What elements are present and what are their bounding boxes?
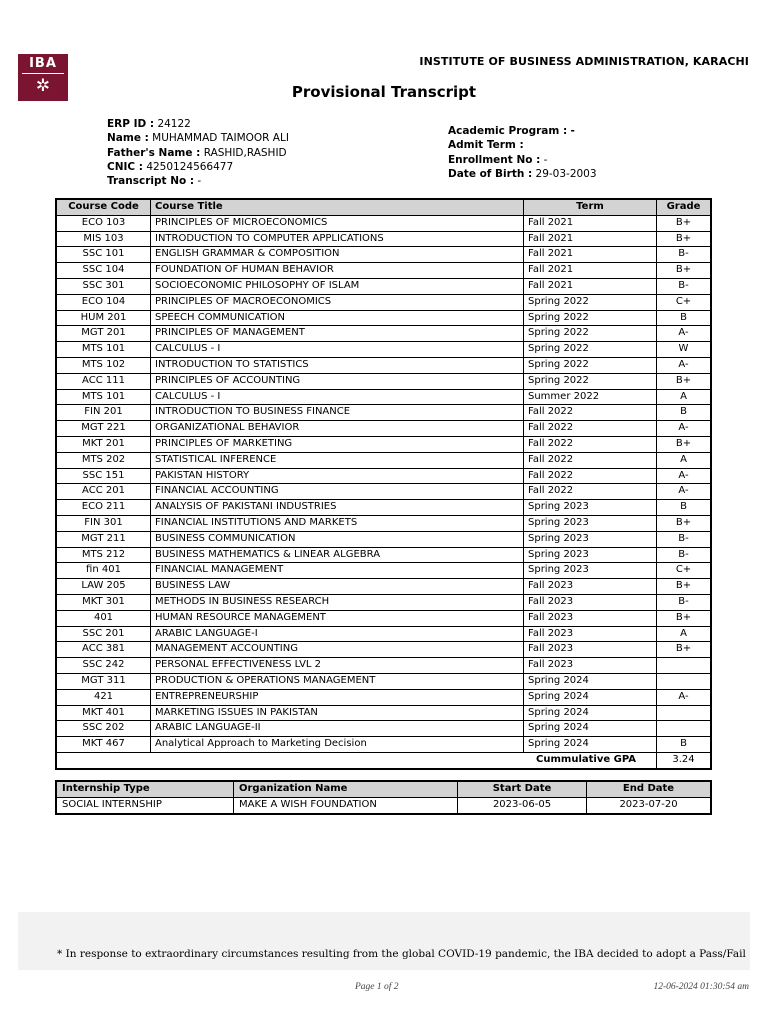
course-title: BUSINESS LAW: [151, 579, 524, 595]
course-term: Fall 2022: [524, 436, 657, 452]
cnic-value: 4250124566477: [146, 160, 234, 173]
course-term: Spring 2023: [524, 547, 657, 563]
dob-value: 29-03-2003: [535, 167, 597, 180]
course-grade: B-: [657, 278, 712, 294]
course-grade: A-: [657, 326, 712, 342]
course-title: SPEECH COMMUNICATION: [151, 310, 524, 326]
course-term: Fall 2022: [524, 484, 657, 500]
transcript-value: -: [197, 175, 202, 188]
cnic-row: [107, 160, 289, 174]
course-title: PRINCIPLES OF MACROECONOMICS: [151, 294, 524, 310]
internship-body: [56, 797, 711, 813]
course-code: MTS 212: [56, 547, 151, 563]
course-title: STATISTICAL INFERENCE: [151, 452, 524, 468]
course-code: ECO 211: [56, 500, 151, 516]
course-row: [56, 231, 711, 247]
header-end-date: End Date: [587, 781, 712, 797]
course-row: [56, 626, 711, 642]
student-info: [107, 117, 289, 188]
course-row: [56, 342, 711, 358]
course-code: MKT 201: [56, 436, 151, 452]
end-date: 2023-07-20: [587, 797, 712, 813]
course-grade: A-: [657, 468, 712, 484]
course-title: ENGLISH GRAMMAR & COMPOSITION: [151, 247, 524, 263]
course-title: CALCULUS - I: [151, 342, 524, 358]
course-row: [56, 705, 711, 721]
course-grade: B+: [657, 610, 712, 626]
course-row: [56, 515, 711, 531]
course-grade: B+: [657, 515, 712, 531]
course-code: SSC 301: [56, 278, 151, 294]
course-code: MKT 467: [56, 737, 151, 753]
erp-value: 24122: [157, 118, 191, 130]
course-row: [56, 658, 711, 674]
course-row: [56, 721, 711, 737]
name-label: Name :: [107, 132, 149, 145]
course-grade: B+: [657, 263, 712, 279]
enroll-label: Enrollment No :: [448, 153, 541, 166]
course-grade: [657, 658, 712, 674]
cnic-label: CNIC :: [107, 160, 143, 173]
gpa-row: [56, 752, 711, 768]
course-title: BUSINESS COMMUNICATION: [151, 531, 524, 547]
institute-name: INSTITUTE OF BUSINESS ADMINISTRATION, KARACHI: [419, 55, 749, 68]
course-code: MTS 202: [56, 452, 151, 468]
course-grade: C+: [657, 294, 712, 310]
course-grade: A: [657, 389, 712, 405]
course-title: INTRODUCTION TO COMPUTER APPLICATIONS: [151, 231, 524, 247]
course-title: ENTREPRENEURSHIP: [151, 689, 524, 705]
courses-body: [56, 215, 711, 752]
course-code: MKT 401: [56, 705, 151, 721]
name-value: MUHAMMAD TAIMOOR ALI: [152, 132, 289, 145]
course-term: Spring 2024: [524, 673, 657, 689]
course-code: MGT 201: [56, 326, 151, 342]
course-grade: [657, 705, 712, 721]
course-grade: C+: [657, 563, 712, 579]
course-row: [56, 737, 711, 753]
course-term: Spring 2022: [524, 342, 657, 358]
course-grade: B+: [657, 215, 712, 231]
course-grade: W: [657, 342, 712, 358]
course-grade: A: [657, 452, 712, 468]
course-grade: A-: [657, 484, 712, 500]
course-title: MARKETING ISSUES IN PAKISTAN: [151, 705, 524, 721]
course-title: FINANCIAL MANAGEMENT: [151, 563, 524, 579]
course-code: MTS 101: [56, 389, 151, 405]
gpa-value: 3.24: [657, 752, 712, 768]
course-code: MTS 102: [56, 357, 151, 373]
course-code: FIN 201: [56, 405, 151, 421]
course-row: [56, 468, 711, 484]
program-value: -: [570, 125, 575, 137]
course-term: Spring 2024: [524, 721, 657, 737]
course-code: ECO 103: [56, 215, 151, 231]
course-grade: A-: [657, 421, 712, 437]
course-term: Spring 2023: [524, 515, 657, 531]
internship-header-row: [56, 781, 711, 797]
course-title: MANAGEMENT ACCOUNTING: [151, 642, 524, 658]
course-title: ANALYSIS OF PAKISTANI INDUSTRIES: [151, 500, 524, 516]
gpa-label: Cummulative GPA: [56, 752, 657, 768]
course-grade: A-: [657, 689, 712, 705]
course-title: METHODS IN BUSINESS RESEARCH: [151, 594, 524, 610]
header-grade: Grade: [657, 199, 712, 215]
erp-label: ERP ID :: [107, 118, 155, 130]
course-grade: A: [657, 626, 712, 642]
course-title: ARABIC LANGUAGE-II: [151, 721, 524, 737]
course-term: Spring 2024: [524, 689, 657, 705]
course-title: FINANCIAL ACCOUNTING: [151, 484, 524, 500]
name-row: [107, 131, 289, 145]
course-term: Fall 2023: [524, 658, 657, 674]
course-title: INTRODUCTION TO STATISTICS: [151, 357, 524, 373]
course-term: Spring 2024: [524, 737, 657, 753]
course-code: MGT 311: [56, 673, 151, 689]
course-row: [56, 263, 711, 279]
header-internship-type: Internship Type: [56, 781, 234, 797]
course-row: [56, 215, 711, 231]
course-grade: B-: [657, 594, 712, 610]
course-code: ECO 104: [56, 294, 151, 310]
course-grade: B: [657, 405, 712, 421]
course-term: Fall 2022: [524, 405, 657, 421]
course-code: SSC 104: [56, 263, 151, 279]
course-grade: B: [657, 737, 712, 753]
dob-row: [448, 167, 597, 181]
logo-text: IBA: [29, 56, 57, 71]
course-row: [56, 326, 711, 342]
course-row: [56, 452, 711, 468]
course-row: [56, 278, 711, 294]
course-term: Fall 2023: [524, 626, 657, 642]
course-title: PRINCIPLES OF ACCOUNTING: [151, 373, 524, 389]
course-code: SSC 151: [56, 468, 151, 484]
course-title: PAKISTAN HISTORY: [151, 468, 524, 484]
covid-note: * In response to extraordinary circumstances resulting from the global COVID-19 pandemic, the IBA decided to adopt a Pass/Fail: [57, 948, 746, 960]
course-term: Fall 2022: [524, 421, 657, 437]
course-row: [56, 357, 711, 373]
course-grade: B-: [657, 247, 712, 263]
course-code: FIN 301: [56, 515, 151, 531]
course-code: MTS 101: [56, 342, 151, 358]
footer-note-panel: [18, 912, 750, 970]
course-term: Spring 2022: [524, 373, 657, 389]
course-term: Fall 2022: [524, 452, 657, 468]
courses-header-row: [56, 199, 711, 215]
internship-table: [55, 780, 712, 815]
course-code: fin 401: [56, 563, 151, 579]
start-date: 2023-06-05: [458, 797, 587, 813]
course-term: Spring 2022: [524, 294, 657, 310]
course-code: MIS 103: [56, 231, 151, 247]
header-start-date: Start Date: [458, 781, 587, 797]
course-term: Fall 2023: [524, 594, 657, 610]
enroll-value: -: [543, 153, 548, 166]
course-term: Fall 2022: [524, 468, 657, 484]
transcript-label: Transcript No :: [107, 175, 195, 188]
dob-label: Date of Birth :: [448, 167, 533, 180]
internship-row: [56, 797, 711, 813]
course-term: Spring 2022: [524, 326, 657, 342]
admit-row: [448, 138, 597, 152]
course-grade: B+: [657, 642, 712, 658]
course-term: Fall 2023: [524, 642, 657, 658]
erp-row: [107, 117, 289, 131]
program-label: Academic Program :: [448, 125, 568, 137]
course-row: [56, 547, 711, 563]
admit-label: Admit Term :: [448, 139, 524, 152]
course-code: ACC 111: [56, 373, 151, 389]
course-term: Spring 2023: [524, 500, 657, 516]
courses-table: [55, 198, 712, 770]
course-title: ORGANIZATIONAL BEHAVIOR: [151, 421, 524, 437]
course-row: [56, 563, 711, 579]
course-grade: A-: [657, 357, 712, 373]
page-number: Page 1 of 2: [355, 982, 399, 992]
organization-name: MAKE A WISH FOUNDATION: [234, 797, 458, 813]
course-title: CALCULUS - I: [151, 389, 524, 405]
course-row: [56, 579, 711, 595]
logo-divider: [22, 73, 64, 74]
course-grade: B+: [657, 231, 712, 247]
page-title: Provisional Transcript: [291, 83, 477, 101]
course-term: Fall 2023: [524, 579, 657, 595]
header-organization: Organization Name: [234, 781, 458, 797]
course-row: [56, 436, 711, 452]
course-grade: B: [657, 500, 712, 516]
course-term: Fall 2021: [524, 278, 657, 294]
course-term: Spring 2022: [524, 310, 657, 326]
course-grade: B+: [657, 579, 712, 595]
course-title: FINANCIAL INSTITUTIONS AND MARKETS: [151, 515, 524, 531]
course-row: [56, 310, 711, 326]
course-grade: [657, 721, 712, 737]
course-code: SSC 242: [56, 658, 151, 674]
course-code: 421: [56, 689, 151, 705]
course-row: [56, 673, 711, 689]
course-title: Analytical Approach to Marketing Decision: [151, 737, 524, 753]
course-title: HUMAN RESOURCE MANAGEMENT: [151, 610, 524, 626]
course-grade: B: [657, 310, 712, 326]
course-code: MKT 301: [56, 594, 151, 610]
course-code: MGT 221: [56, 421, 151, 437]
course-term: Spring 2024: [524, 705, 657, 721]
course-code: 401: [56, 610, 151, 626]
father-value: RASHID,RASHID: [203, 146, 287, 159]
father-label: Father's Name :: [107, 146, 201, 159]
course-code: SSC 101: [56, 247, 151, 263]
course-row: [56, 531, 711, 547]
course-term: Fall 2023: [524, 610, 657, 626]
course-title: ARABIC LANGUAGE-I: [151, 626, 524, 642]
course-term: Spring 2023: [524, 531, 657, 547]
course-row: [56, 484, 711, 500]
course-grade: B+: [657, 373, 712, 389]
course-row: [56, 594, 711, 610]
course-row: [56, 247, 711, 263]
course-term: Spring 2022: [524, 357, 657, 373]
course-code: LAW 205: [56, 579, 151, 595]
course-row: [56, 389, 711, 405]
course-code: SSC 202: [56, 721, 151, 737]
course-grade: B+: [657, 436, 712, 452]
logo-emblem-icon: ✲: [35, 76, 51, 96]
program-row: [448, 124, 597, 138]
course-grade: [657, 673, 712, 689]
header-course-code: Course Code: [56, 199, 151, 215]
academic-info: [448, 124, 597, 181]
course-term: Spring 2023: [524, 563, 657, 579]
course-title: PRINCIPLES OF MARKETING: [151, 436, 524, 452]
course-row: [56, 500, 711, 516]
course-code: ACC 381: [56, 642, 151, 658]
print-timestamp: 12-06-2024 01:30:54 am: [653, 982, 749, 992]
course-grade: B-: [657, 547, 712, 563]
course-title: BUSINESS MATHEMATICS & LINEAR ALGEBRA: [151, 547, 524, 563]
course-title: SOCIOECONOMIC PHILOSOPHY OF ISLAM: [151, 278, 524, 294]
course-row: [56, 421, 711, 437]
header-term: Term: [524, 199, 657, 215]
course-term: Fall 2021: [524, 247, 657, 263]
course-term: Fall 2021: [524, 231, 657, 247]
header-course-title: Course Title: [151, 199, 524, 215]
course-term: Fall 2021: [524, 215, 657, 231]
course-row: [56, 689, 711, 705]
course-term: Fall 2021: [524, 263, 657, 279]
course-row: [56, 373, 711, 389]
father-row: [107, 146, 289, 160]
course-code: HUM 201: [56, 310, 151, 326]
course-title: FOUNDATION OF HUMAN BEHAVIOR: [151, 263, 524, 279]
course-grade: B-: [657, 531, 712, 547]
internship-type: SOCIAL INTERNSHIP: [56, 797, 234, 813]
course-title: PRINCIPLES OF MANAGEMENT: [151, 326, 524, 342]
course-title: PRODUCTION & OPERATIONS MANAGEMENT: [151, 673, 524, 689]
course-title: PRINCIPLES OF MICROECONOMICS: [151, 215, 524, 231]
transcript-row: [107, 174, 289, 188]
course-row: [56, 610, 711, 626]
course-title: INTRODUCTION TO BUSINESS FINANCE: [151, 405, 524, 421]
course-row: [56, 294, 711, 310]
enroll-row: [448, 153, 597, 167]
course-code: ACC 201: [56, 484, 151, 500]
course-code: SSC 201: [56, 626, 151, 642]
course-row: [56, 642, 711, 658]
course-title: PERSONAL EFFECTIVENESS LVL 2: [151, 658, 524, 674]
course-row: [56, 405, 711, 421]
course-code: MGT 211: [56, 531, 151, 547]
course-term: Summer 2022: [524, 389, 657, 405]
